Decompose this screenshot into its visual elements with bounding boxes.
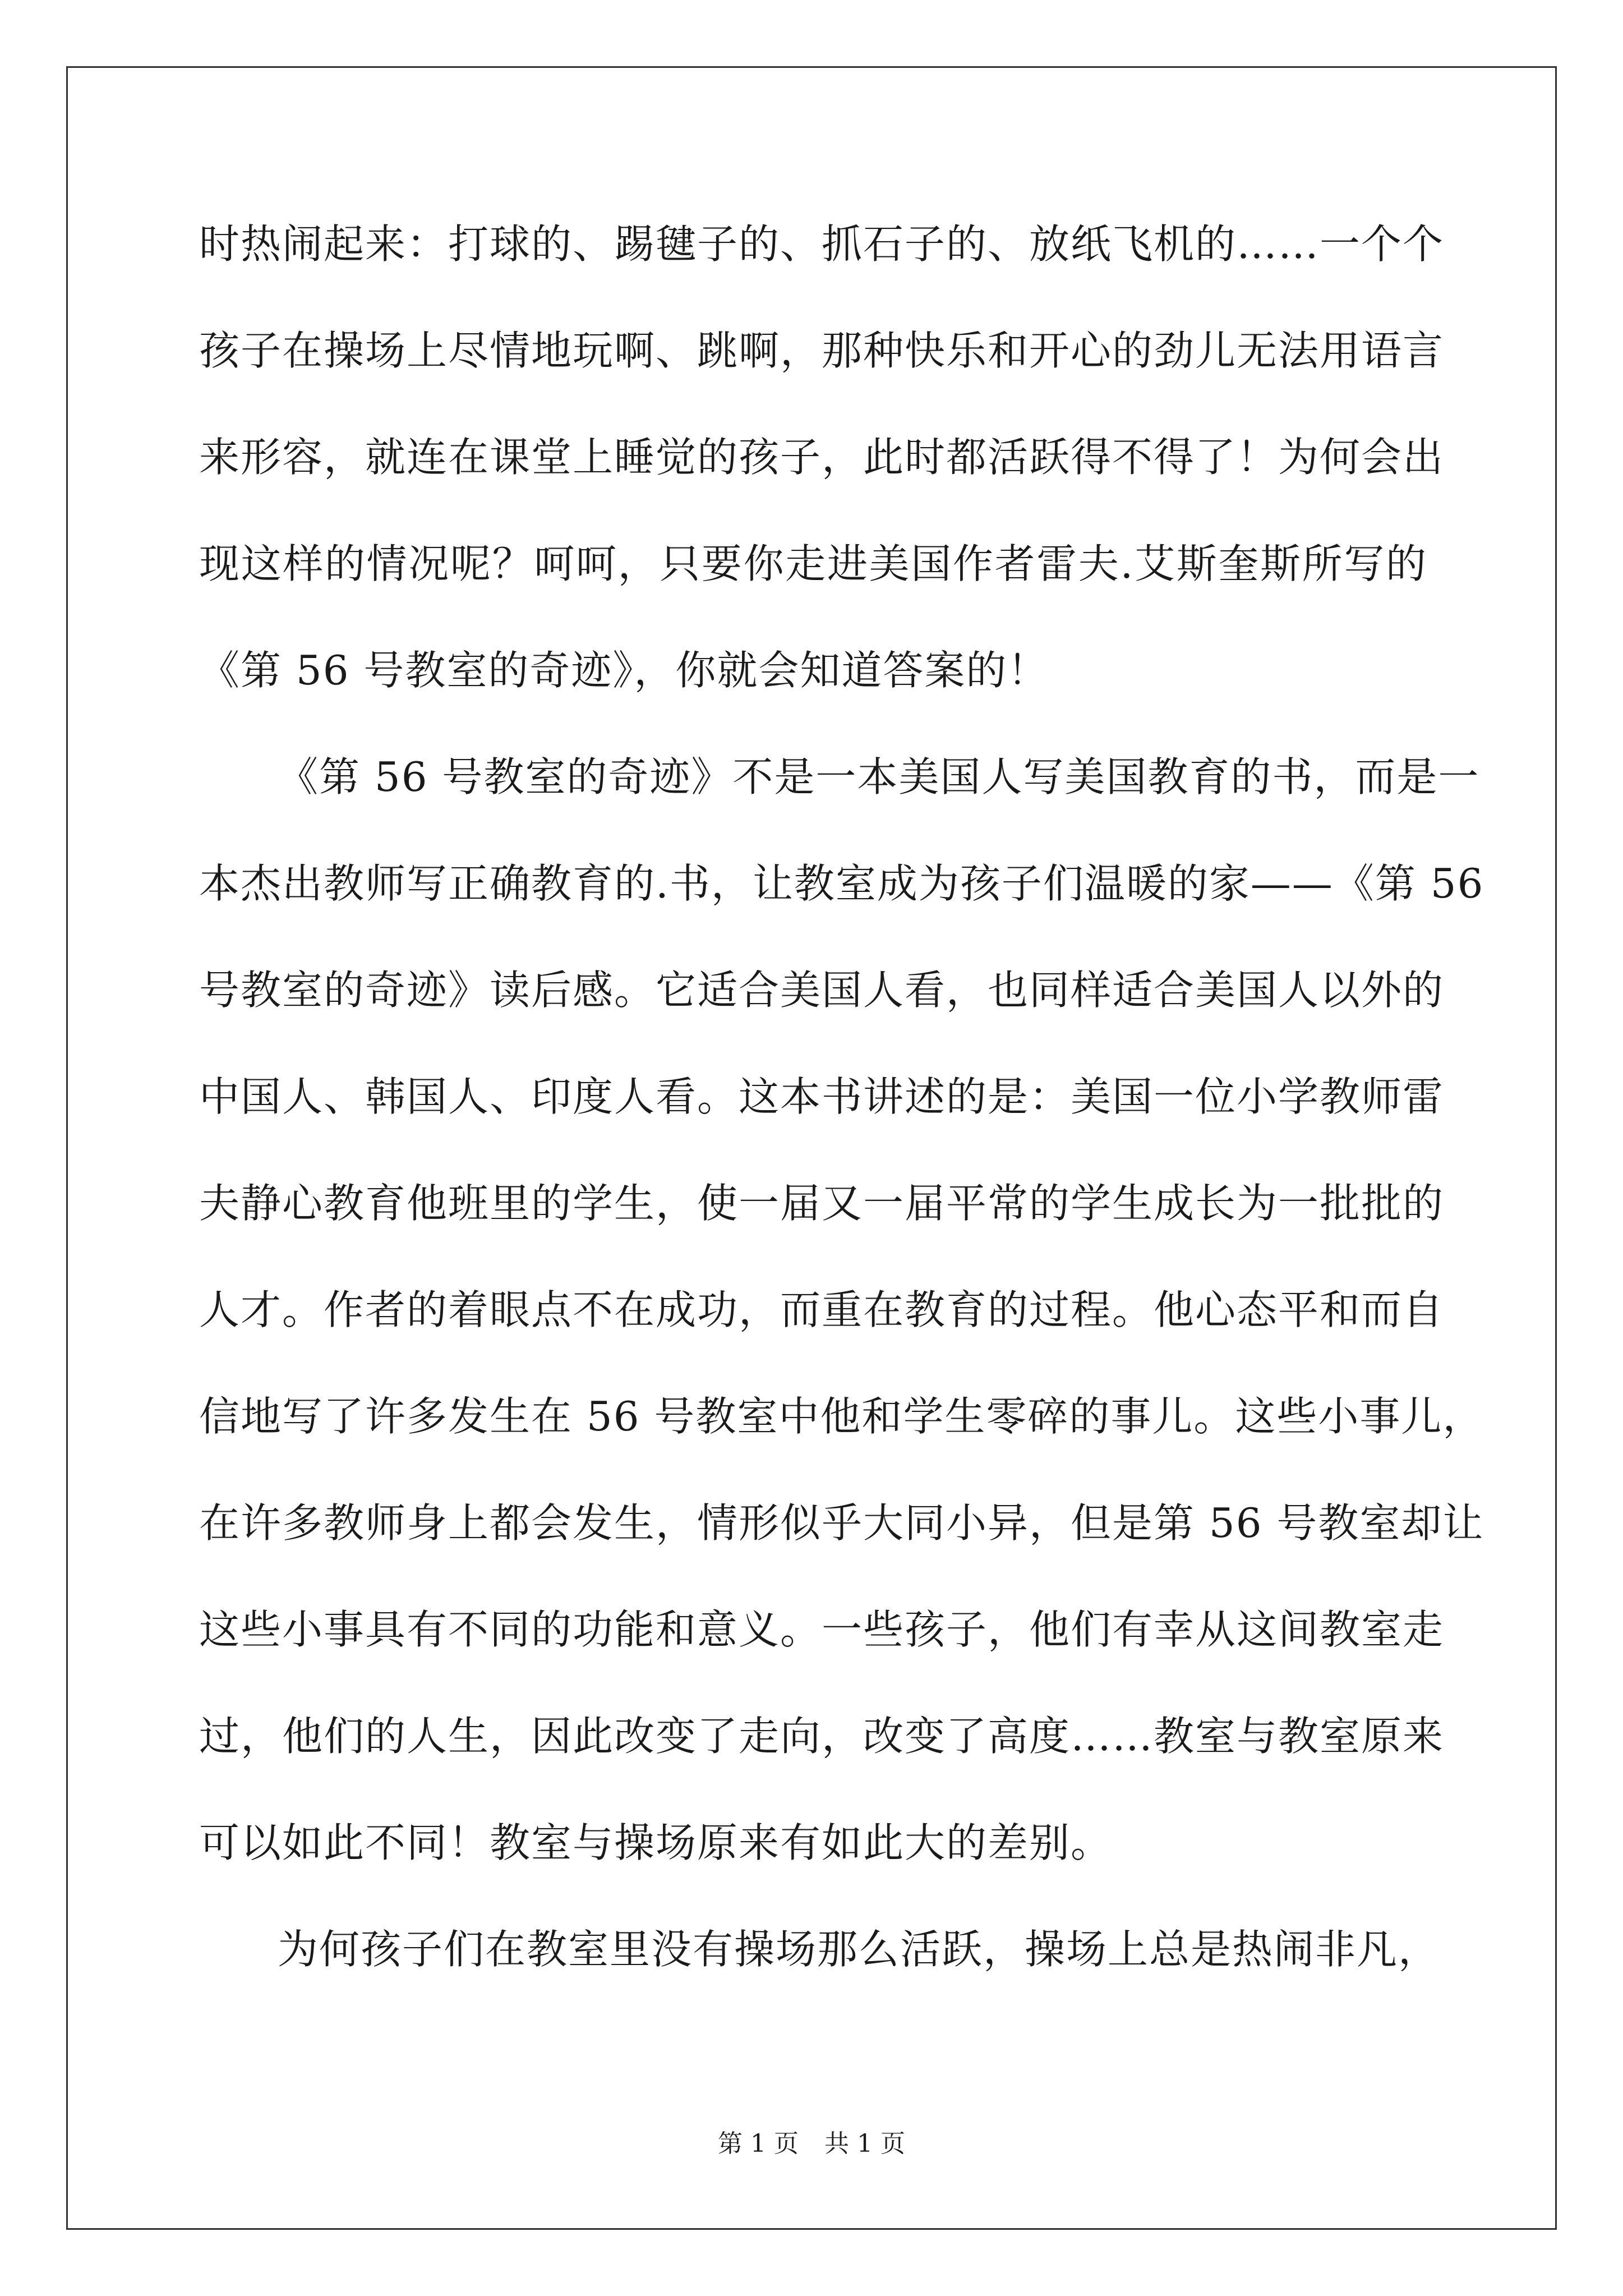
text-line: 这些小事具有不同的功能和意义。一些孩子，他们有幸从这间教室走 [199,1606,1445,1653]
text-line: 过，他们的人生，因此改变了走向，改变了高度……教室与教室原来 [199,1713,1445,1760]
text-line: 中国人、韩国人、印度人看。这本书讲述的是：美国一位小学教师雷 [199,1073,1445,1120]
text-line: 可以如此不同！教室与操场原来有如此大的差别。 [199,1819,1113,1866]
text-line: 信地写了许多发生在 56 号教室中他和学生零碎的事儿。这些小事儿， [199,1393,1484,1440]
document-body [199,216,1484,2028]
text-line: 孩子在操场上尽情地玩啊、跳啊，那种快乐和开心的劲儿无法用语言 [199,327,1445,374]
page-number: 第 1 页 [718,2129,799,2158]
text-line: 号教室的奇迹》读后感。它适合美国人看，也同样适合美国人以外的 [199,967,1445,1014]
page-footer [0,2127,1623,2161]
paragraph-start-line: 为何孩子们在教室里没有操场那么活跃，操场上总是热闹非凡， [278,1926,1440,1973]
text-line: 夫静心教育他班里的学生，使一届又一届平常的学生成长为一批批的 [199,1180,1445,1227]
text-line: 现这样的情况呢？呵呵，只要你走进美国作者雷夫.艾斯奎斯所写的 [199,540,1427,587]
paragraph-start-line: 《第 56 号教室的奇迹》不是一本美国人写美国教育的书，而是一 [278,753,1480,800]
text-line: 《第 56 号教室的奇迹》，你就会知道答案的！ [199,647,1049,694]
text-line: 时热闹起来：打球的、踢毽子的、抓石子的、放纸飞机的……一个个 [199,220,1445,268]
text-line: 来形容，就连在课堂上睡觉的孩子，此时都活跃得不得了！为何会出 [199,434,1445,481]
text-line: 本杰出教师写正确教育的.书，让教室成为孩子们温暖的家——《第 56 [199,860,1484,907]
text-line: 人才。作者的着眼点不在成功，而重在教育的过程。他心态平和而自 [199,1286,1445,1333]
page-total: 共 1 页 [824,2129,905,2158]
text-line: 在许多教师身上都会发生，情形似乎大同小异，但是第 56 号教室却让 [199,1499,1484,1547]
